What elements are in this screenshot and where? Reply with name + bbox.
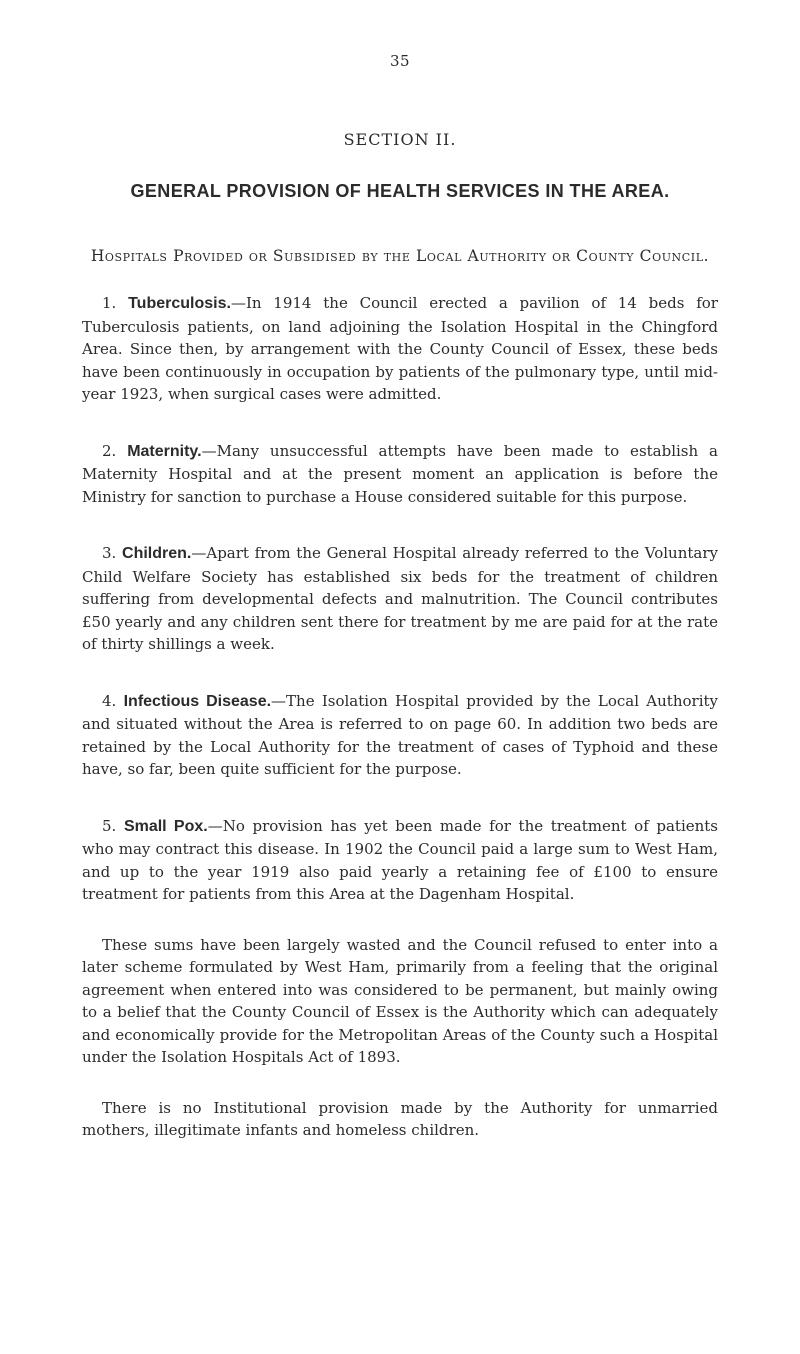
item-text: —The Isolation Hospital provided by the Local Authority and situated without the Area is referred to on page 60. In addition two beds are retained by the Local Authority for the treatment of cases of Typhoid and these have, so far, been quite sufficient for the purpose. (82, 691, 718, 778)
item-title: Maternity. (127, 442, 202, 460)
paragraph-infectious-disease (82, 690, 718, 781)
item-title: Children. (122, 545, 192, 562)
item-text: —Many unsuccessful attempts have been made to establish a Maternity Hospital and at the present moment an application is before the Ministry for sanction to purchase a House considered suitable for this purpose. (82, 441, 718, 506)
item-number: 1. (102, 294, 117, 312)
item-number: 4. (102, 691, 117, 710)
item-title: Tuberculosis. (128, 295, 231, 312)
section-label: SECTION II. (343, 130, 457, 149)
page-number: 35 (389, 52, 411, 70)
document-page (82, 52, 718, 1142)
paragraph-children (82, 542, 718, 656)
main-heading: GENERAL PROVISION OF HEALTH SERVICES IN THE AREA. (130, 181, 670, 201)
item-text: —In 1914 the Council erected a pavilion of 14 beds for Tuberculosis patients, on land adjoining the Isolation Hospital in the Chingford Area. Since then, by arrangement with the County Council of Essex, these beds have been continuously in occupation by patients of the pulmonary type, until mid-year 1923, when surgical cases were admitted. (82, 294, 718, 403)
item-title: Small Pox. (123, 817, 208, 835)
paragraph-tuberculosis (82, 292, 718, 406)
item-number: 3. (102, 544, 117, 562)
item-text: —Apart from the General Hospital already referred to the Voluntary Child Welfare Society has established six beds for the treatment of children suffering from developmental defects and malnutrition. The Council contributes £50 yearly and any children sent there for treatment by me are paid for at the rate of thirty shillings a week. (82, 544, 718, 653)
item-number: 5. (102, 816, 117, 835)
paragraph-sums-wasted: These sums have been largely wasted and the Council refused to enter into a later scheme formulated by West Ham, primarily from a feeling that the original agreement when entered into was considered to be permanent, but mainly owing to a belief that the County Council of Essex is the Authority which can adequately and economically provide for the Metropolitan Areas of the County such a Hospital under the Isolation Hospitals Act of 1893. (82, 935, 718, 1066)
sub-heading: Hospitals Provided or Subsidised by the Local Authority or County Council. (90, 247, 710, 265)
paragraph-institutional-provision: There is no Institutional provision made by the Authority for unmarried mothers, illegitimate infants and homeless children. (82, 1098, 718, 1139)
item-text: —No provision has yet been made for the treatment of patients who may contract this disease. In 1902 the Council paid a large sum to West Ham, and up to the year 1919 also paid yearly a retaining fee of £100 to ensure treatment for patients from this Area at the Dagenham Hospital. (82, 816, 719, 903)
paragraph-small-pox (82, 815, 718, 906)
paragraph-maternity (82, 440, 718, 509)
item-title: Infectious Disease. (123, 692, 272, 710)
item-number: 2. (102, 441, 117, 460)
